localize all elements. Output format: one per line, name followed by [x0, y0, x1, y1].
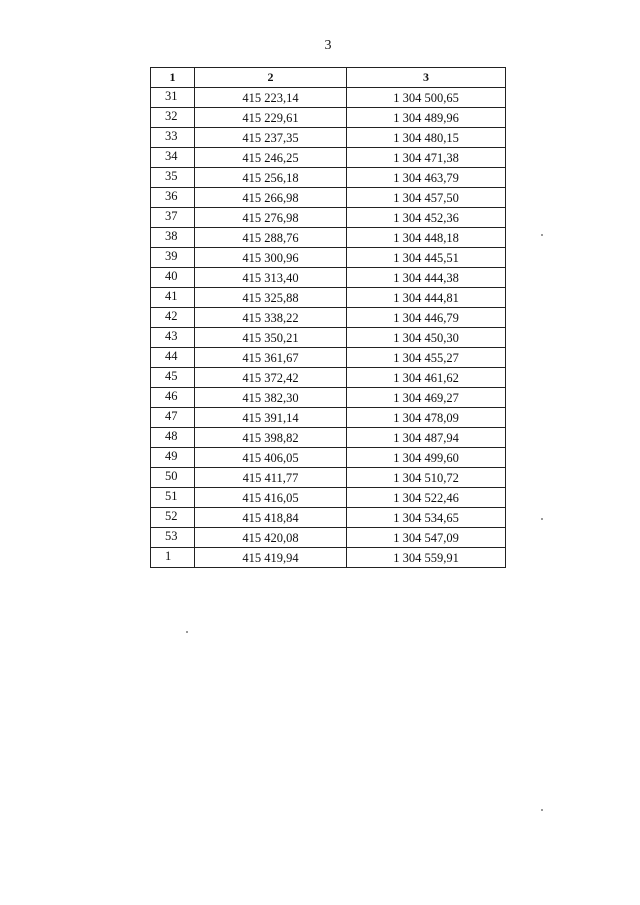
y-coordinate-cell: 1 304 452,36 — [347, 208, 506, 228]
x-coordinate-cell: 415 419,94 — [195, 548, 347, 568]
table-row — [151, 348, 506, 368]
y-coordinate-cell: 1 304 480,15 — [347, 128, 506, 148]
point-number-cell: 50 — [151, 468, 195, 488]
x-coordinate-cell: 415 223,14 — [195, 88, 347, 108]
scan-speck — [186, 631, 188, 633]
column-header-x-coordinate: 2 — [195, 68, 347, 88]
table-row — [151, 248, 506, 268]
y-coordinate-cell: 1 304 444,81 — [347, 288, 506, 308]
table-row — [151, 428, 506, 448]
y-coordinate-cell: 1 304 559,91 — [347, 548, 506, 568]
x-coordinate-cell: 415 229,61 — [195, 108, 347, 128]
table-row — [151, 388, 506, 408]
table-row — [151, 548, 506, 568]
x-coordinate-cell: 415 246,25 — [195, 148, 347, 168]
table-row — [151, 128, 506, 148]
y-coordinate-cell: 1 304 448,18 — [347, 228, 506, 248]
point-number-cell: 35 — [151, 168, 195, 188]
point-number-cell: 52 — [151, 508, 195, 528]
point-number-cell: 40 — [151, 268, 195, 288]
y-coordinate-cell: 1 304 471,38 — [347, 148, 506, 168]
y-coordinate-cell: 1 304 534,65 — [347, 508, 506, 528]
column-header-point-number: 1 — [151, 68, 195, 88]
point-number-cell: 51 — [151, 488, 195, 508]
scan-speck — [541, 809, 543, 811]
x-coordinate-cell: 415 266,98 — [195, 188, 347, 208]
x-coordinate-cell: 415 237,35 — [195, 128, 347, 148]
point-number-cell: 34 — [151, 148, 195, 168]
x-coordinate-cell: 415 382,30 — [195, 388, 347, 408]
point-number-cell: 1 — [151, 548, 195, 568]
table-row — [151, 208, 506, 228]
y-coordinate-cell: 1 304 463,79 — [347, 168, 506, 188]
y-coordinate-cell: 1 304 522,46 — [347, 488, 506, 508]
point-number-cell: 53 — [151, 528, 195, 548]
x-coordinate-cell: 415 350,21 — [195, 328, 347, 348]
x-coordinate-cell: 415 276,98 — [195, 208, 347, 228]
point-number-cell: 32 — [151, 108, 195, 128]
table-row — [151, 228, 506, 248]
table-row — [151, 368, 506, 388]
y-coordinate-cell: 1 304 499,60 — [347, 448, 506, 468]
table-row — [151, 148, 506, 168]
table-row — [151, 508, 506, 528]
point-number-cell: 33 — [151, 128, 195, 148]
x-coordinate-cell: 415 361,67 — [195, 348, 347, 368]
x-coordinate-cell: 415 325,88 — [195, 288, 347, 308]
column-header-y-coordinate: 3 — [347, 68, 506, 88]
point-number-cell: 31 — [151, 88, 195, 108]
table-header-row — [151, 68, 506, 88]
table-row — [151, 188, 506, 208]
y-coordinate-cell: 1 304 469,27 — [347, 388, 506, 408]
point-number-cell: 38 — [151, 228, 195, 248]
x-coordinate-cell: 415 313,40 — [195, 268, 347, 288]
y-coordinate-cell: 1 304 455,27 — [347, 348, 506, 368]
point-number-cell: 49 — [151, 448, 195, 468]
x-coordinate-cell: 415 420,08 — [195, 528, 347, 548]
point-number-cell: 36 — [151, 188, 195, 208]
y-coordinate-cell: 1 304 444,38 — [347, 268, 506, 288]
x-coordinate-cell: 415 338,22 — [195, 308, 347, 328]
y-coordinate-cell: 1 304 461,62 — [347, 368, 506, 388]
table-row — [151, 308, 506, 328]
x-coordinate-cell: 415 300,96 — [195, 248, 347, 268]
x-coordinate-cell: 415 372,42 — [195, 368, 347, 388]
point-number-cell: 37 — [151, 208, 195, 228]
x-coordinate-cell: 415 418,84 — [195, 508, 347, 528]
point-number-cell: 47 — [151, 408, 195, 428]
table-row — [151, 108, 506, 128]
table-row — [151, 328, 506, 348]
point-number-cell: 43 — [151, 328, 195, 348]
x-coordinate-cell: 415 416,05 — [195, 488, 347, 508]
table-row — [151, 528, 506, 548]
y-coordinate-cell: 1 304 547,09 — [347, 528, 506, 548]
y-coordinate-cell: 1 304 445,51 — [347, 248, 506, 268]
y-coordinate-cell: 1 304 446,79 — [347, 308, 506, 328]
y-coordinate-cell: 1 304 510,72 — [347, 468, 506, 488]
point-number-cell: 46 — [151, 388, 195, 408]
point-number-cell: 39 — [151, 248, 195, 268]
table-row — [151, 88, 506, 108]
y-coordinate-cell: 1 304 450,30 — [347, 328, 506, 348]
y-coordinate-cell: 1 304 457,50 — [347, 188, 506, 208]
point-number-cell: 41 — [151, 288, 195, 308]
table-row — [151, 268, 506, 288]
x-coordinate-cell: 415 391,14 — [195, 408, 347, 428]
point-number-cell: 45 — [151, 368, 195, 388]
table-row — [151, 468, 506, 488]
table-row — [151, 408, 506, 428]
y-coordinate-cell: 1 304 489,96 — [347, 108, 506, 128]
y-coordinate-cell: 1 304 478,09 — [347, 408, 506, 428]
scan-speck — [541, 518, 543, 520]
x-coordinate-cell: 415 288,76 — [195, 228, 347, 248]
coordinates-table — [150, 67, 506, 568]
table-row — [151, 448, 506, 468]
table-row — [151, 488, 506, 508]
x-coordinate-cell: 415 406,05 — [195, 448, 347, 468]
point-number-cell: 42 — [151, 308, 195, 328]
x-coordinate-cell: 415 398,82 — [195, 428, 347, 448]
scan-speck — [541, 234, 543, 236]
y-coordinate-cell: 1 304 487,94 — [347, 428, 506, 448]
x-coordinate-cell: 415 411,77 — [195, 468, 347, 488]
x-coordinate-cell: 415 256,18 — [195, 168, 347, 188]
page-number: 3 — [324, 38, 332, 53]
table-body — [151, 88, 506, 568]
table-row — [151, 168, 506, 188]
point-number-cell: 48 — [151, 428, 195, 448]
table-row — [151, 288, 506, 308]
point-number-cell: 44 — [151, 348, 195, 368]
y-coordinate-cell: 1 304 500,65 — [347, 88, 506, 108]
